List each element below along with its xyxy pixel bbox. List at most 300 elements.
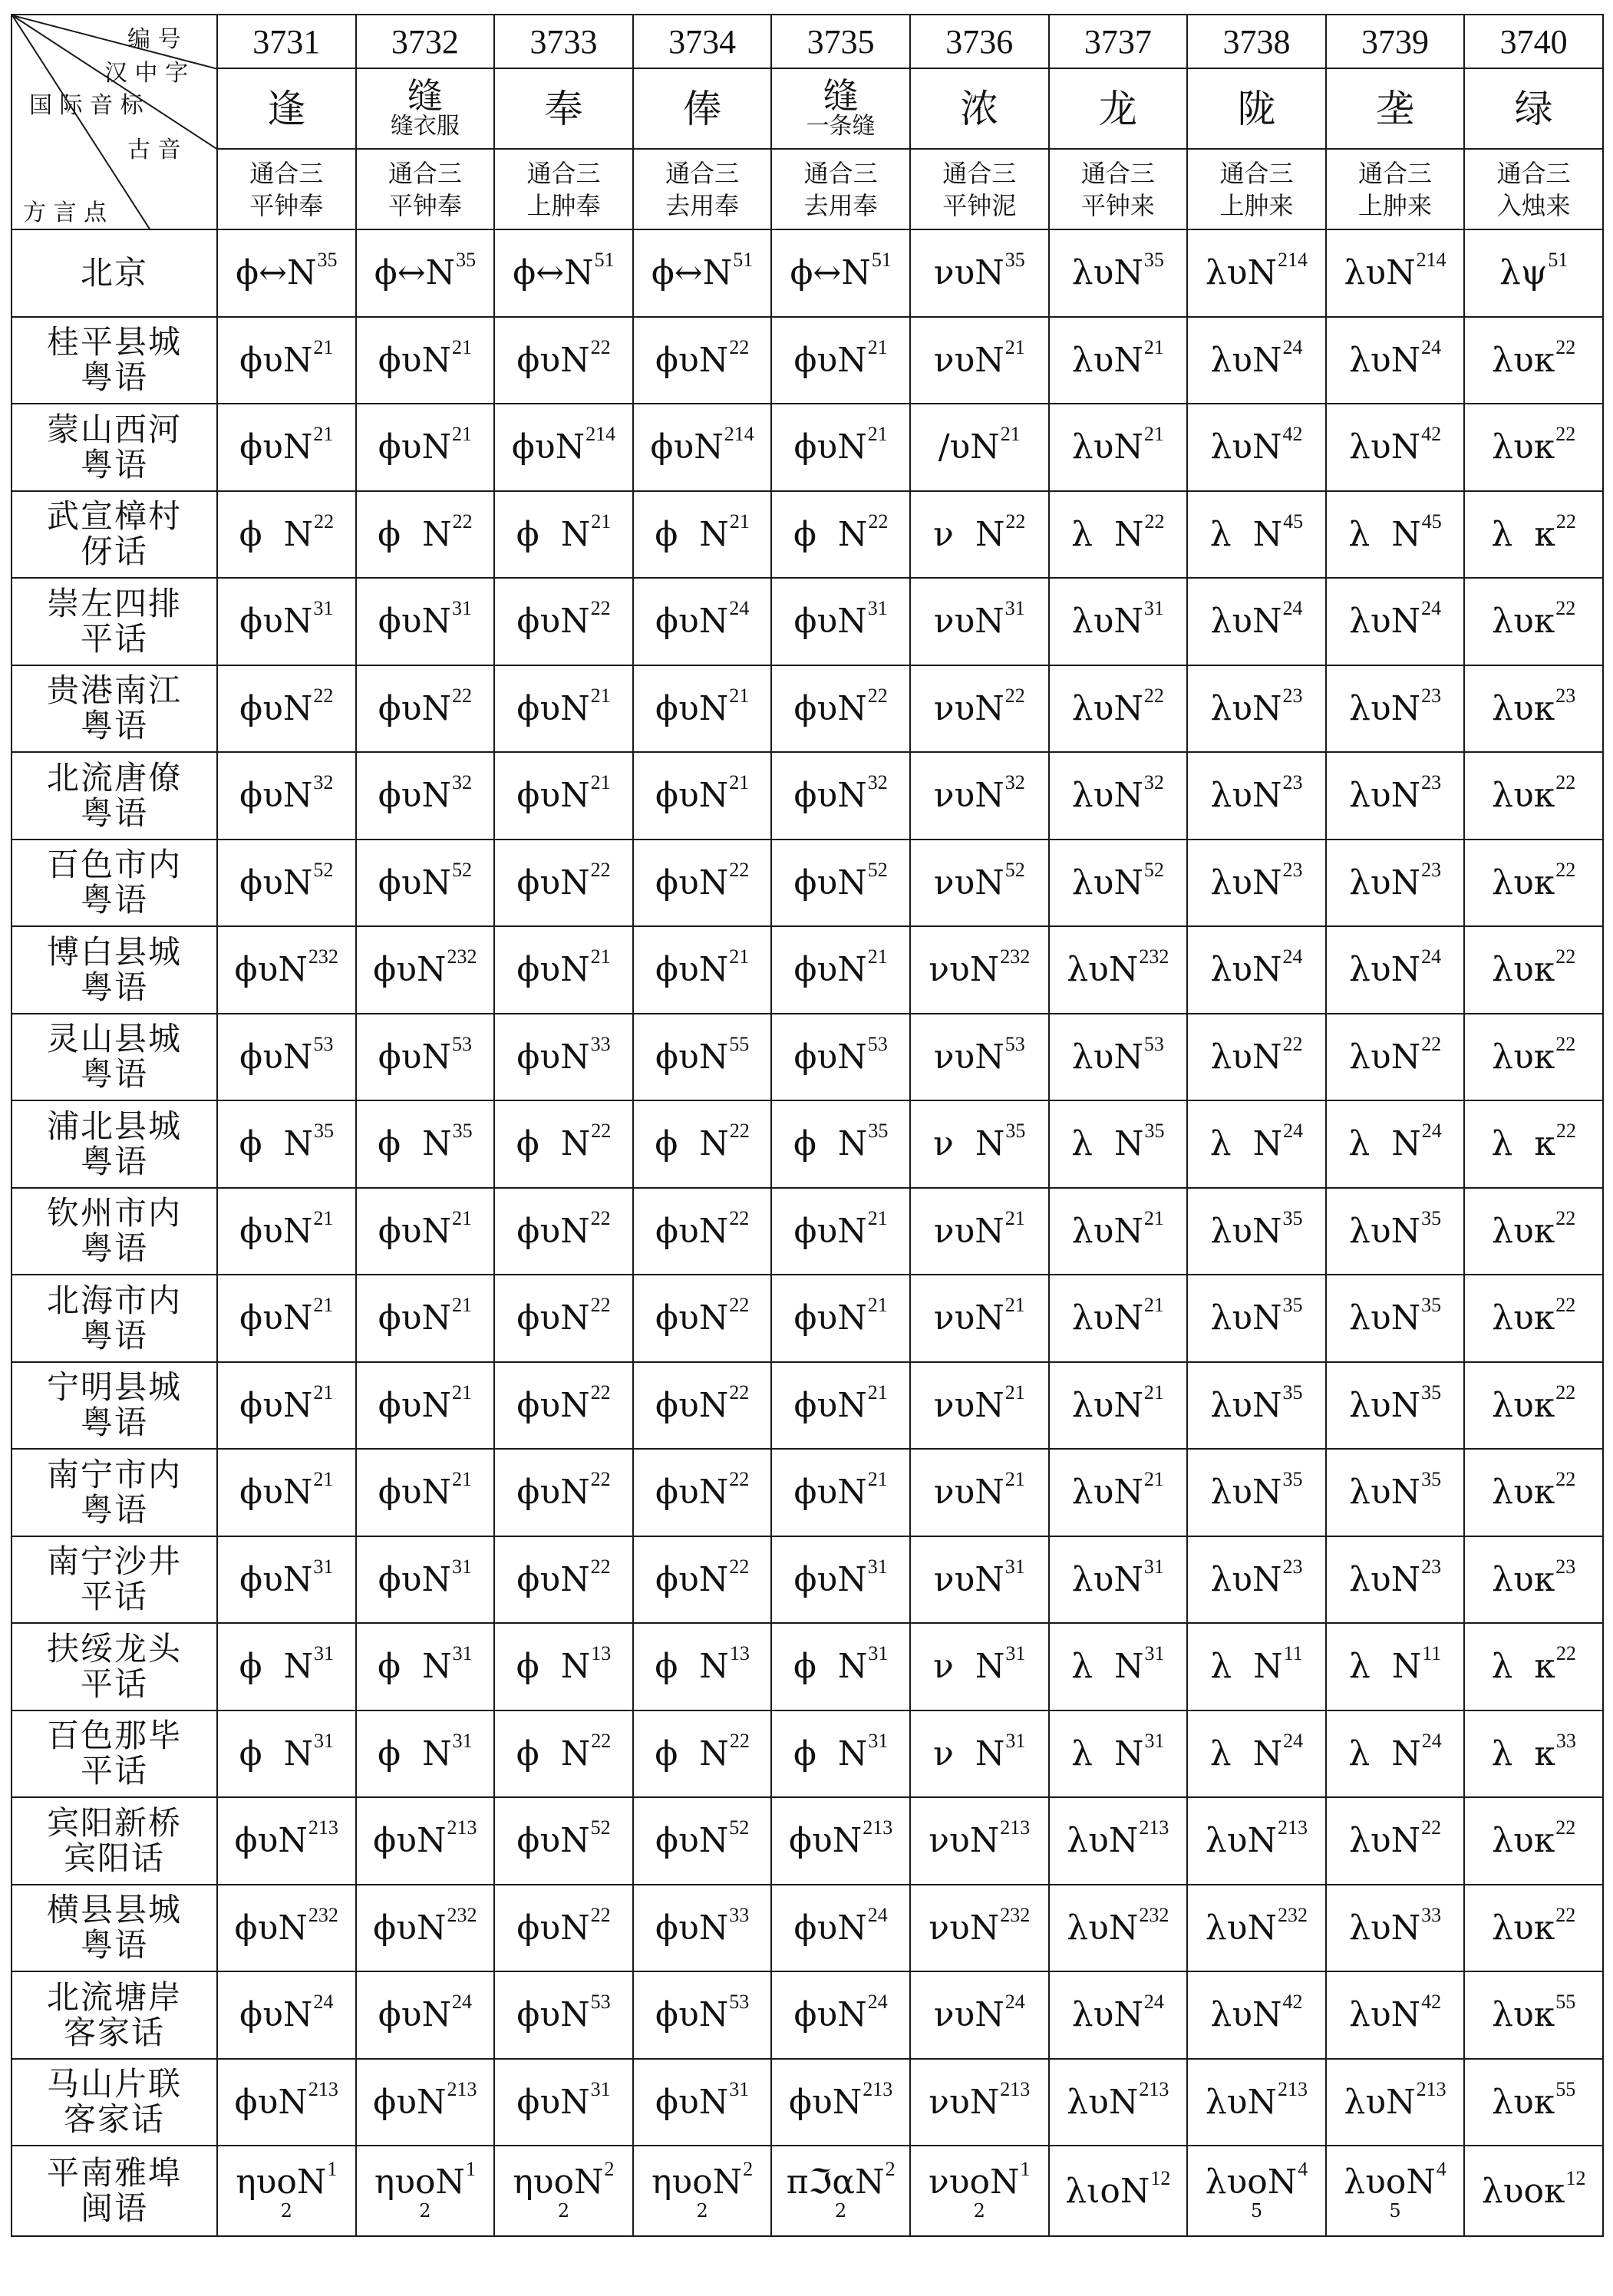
column-middle-chinese-cell: [771, 149, 910, 229]
pronunciation-cell: [356, 1014, 495, 1101]
tone-value: 213: [308, 1816, 338, 1839]
ipa-segment: λυN: [1205, 1821, 1278, 1861]
ipa-segment: ϕυN: [516, 1559, 590, 1599]
pronunciation-cell: [633, 2146, 772, 2236]
dialect-location-name: 浦北县城: [46, 1107, 182, 1145]
ipa-transcription: [793, 335, 888, 380]
pronunciation-cell: [633, 1188, 772, 1275]
pronunciation-cell: [356, 1449, 495, 1536]
tone-value: 1: [1020, 2157, 1031, 2180]
tone-value: 22: [590, 1381, 611, 1404]
tone-value: 51: [594, 249, 615, 272]
pronunciation-cell: [1049, 926, 1188, 1014]
tone-value: 232: [308, 1903, 338, 1926]
tone-value: 35: [1143, 249, 1164, 272]
ipa-segment: ϕ N: [655, 1124, 729, 1164]
ipa-segment: λυN: [1071, 340, 1143, 380]
ipa-transcription: [933, 1294, 1025, 1338]
ipa-transcription: [374, 2157, 476, 2202]
header-row-numbers: [12, 15, 1603, 68]
ipa-segment: ϕ N: [516, 1124, 591, 1164]
ipa-segment: λ N: [1348, 1647, 1422, 1687]
tone-value: 21: [1143, 335, 1164, 358]
pronunciation-cell: [771, 229, 910, 317]
ipa-transcription: [655, 1468, 750, 1513]
pronunciation-cell: [1187, 2059, 1326, 2146]
ipa-transcription: [655, 684, 750, 728]
middle-chinese-category: 通合三: [526, 158, 601, 188]
tone-value: 232: [1278, 1903, 1308, 1926]
ipa-transcription: [929, 2077, 1031, 2122]
table-row: [12, 404, 1603, 491]
tone-subscript: 2: [280, 2199, 292, 2222]
ipa-transcription: [655, 1816, 750, 1861]
ipa-segment: λυN: [1071, 1995, 1143, 2035]
table-row: [12, 1014, 1603, 1101]
ipa-transcription: [933, 1032, 1025, 1077]
ipa-transcription: [1492, 858, 1576, 902]
pronunciation-cell: [633, 926, 772, 1014]
tone-value: 21: [1143, 1206, 1164, 1229]
pronunciation-cell: [217, 317, 356, 404]
tone-value: 232: [1139, 945, 1169, 968]
ipa-segment: λυN: [1205, 1908, 1278, 1948]
ipa-transcription: [933, 858, 1025, 902]
tone-value: 24: [729, 597, 750, 620]
pronunciation-cell: [1187, 1885, 1326, 1972]
pronunciation-cell: [633, 1971, 772, 2059]
ipa-transcription: [378, 1555, 473, 1599]
dialect-location-cell: [12, 1885, 217, 1972]
ipa-segment: ϕ↔N: [236, 253, 317, 293]
ipa-transcription: [1071, 1381, 1164, 1425]
dialect-variety-name: 粤语: [80, 707, 148, 745]
ipa-transcription: [1492, 2077, 1576, 2122]
pronunciation-cell: [1049, 1710, 1188, 1798]
pronunciation-cell: [494, 229, 633, 317]
dialect-location-cell: [12, 1275, 217, 1362]
ipa-transcription: [1492, 423, 1576, 467]
column-character: 垄: [1376, 86, 1415, 131]
pronunciation-cell: [494, 926, 633, 1014]
pronunciation-cell: [633, 317, 772, 404]
ipa-segment: πℑαN: [786, 2162, 885, 2202]
ipa-transcription: [1210, 1032, 1303, 1077]
header-row-middle-chinese: [12, 149, 1603, 229]
column-number: 3737: [1084, 22, 1152, 61]
pronunciation-cell: [633, 1275, 772, 1362]
ipa-transcription: [516, 945, 611, 990]
ipa-segment: ϕυN: [239, 1385, 313, 1425]
ipa-transcription: [793, 1120, 889, 1164]
pronunciation-cell: [633, 1797, 772, 1885]
ipa-transcription: [516, 1642, 612, 1687]
pronunciation-cell: [633, 1885, 772, 1972]
tone-value: 22: [729, 1206, 750, 1229]
pronunciation-cell: [1049, 1971, 1188, 2059]
pronunciation-cell: [1187, 1100, 1326, 1188]
column-middle-chinese-cell: [356, 149, 495, 229]
column-character-cell: [1187, 68, 1326, 149]
ipa-segment: ϕυN: [655, 602, 729, 642]
tone-value: 22: [590, 1555, 611, 1578]
dialect-location-cell: [12, 1710, 217, 1798]
tone-value: 1: [327, 2157, 338, 2180]
column-number-cell: [494, 15, 633, 68]
ipa-segment: λυN: [1210, 340, 1282, 380]
tone-value: 53: [452, 1032, 473, 1055]
tone-value: 24: [1282, 335, 1303, 358]
ipa-segment: λυN: [1210, 1298, 1282, 1338]
ipa-transcription: [236, 249, 338, 293]
table-row: [12, 578, 1603, 665]
ipa-transcription: [1348, 771, 1442, 816]
tone-value: 45: [1283, 510, 1304, 533]
pronunciation-cell: [1464, 491, 1603, 579]
ipa-segment: ϕυN: [793, 427, 867, 467]
middle-chinese-tone-initial: 平钟奉: [388, 190, 462, 220]
ipa-segment: ϕυN: [516, 340, 590, 380]
tone-value: 31: [1144, 1729, 1165, 1752]
tone-value: 31: [729, 2077, 750, 2100]
ipa-segment: λ κ: [1491, 1124, 1555, 1164]
tone-value: 51: [733, 249, 754, 272]
dialect-location-cell: [12, 1362, 217, 1450]
tone-value: 21: [1143, 1381, 1164, 1404]
pronunciation-cell: [1049, 1188, 1188, 1275]
ipa-transcription: [1492, 1816, 1576, 1861]
ipa-segment: νυN: [929, 950, 1000, 990]
ipa-transcription: [1209, 510, 1304, 554]
dialect-location-cell: [12, 1623, 217, 1710]
tone-value: 2: [885, 2157, 896, 2180]
ipa-segment: ϕυN: [789, 1821, 863, 1861]
pronunciation-cell: [1049, 1275, 1188, 1362]
pronunciation-cell: [1326, 1188, 1465, 1275]
tone-value: 232: [447, 945, 477, 968]
pronunciation-cell: [1187, 229, 1326, 317]
ipa-transcription: [1348, 335, 1442, 380]
tone-value: 22: [1421, 1032, 1442, 1055]
pronunciation-cell: [1187, 1971, 1326, 2059]
tone-value: 214: [1278, 249, 1308, 272]
ipa-transcription: [239, 335, 334, 380]
tone-value: 1: [465, 2157, 476, 2180]
ipa-transcription: [793, 684, 888, 728]
ipa-segment: λυN: [1071, 1298, 1143, 1338]
ipa-segment: ϕυN: [378, 1473, 452, 1513]
table-row: [12, 491, 1603, 579]
pronunciation-cell: [1464, 1188, 1603, 1275]
ipa-segment: ϕυN: [378, 1385, 452, 1425]
column-character: 奉: [544, 86, 583, 131]
tone-value: 22: [868, 510, 889, 533]
ipa-segment: λυN: [1071, 1037, 1143, 1077]
tone-value: 22: [1555, 1468, 1576, 1491]
ipa-transcription: [1210, 771, 1303, 816]
dialect-variety-name: 客家话: [63, 2013, 165, 2051]
tone-value: 31: [868, 1729, 889, 1752]
ipa-transcription: [793, 1032, 888, 1077]
tone-value: 22: [729, 1120, 750, 1143]
tone-value: 31: [452, 1555, 473, 1578]
ipa-transcription: [378, 1381, 473, 1425]
dialect-location-cell: [12, 926, 217, 1014]
ipa-segment: ϕυN: [516, 688, 590, 728]
pronunciation-cell: [1464, 752, 1603, 840]
tone-value: 35: [1144, 1120, 1165, 1143]
pronunciation-cell: [910, 2146, 1049, 2236]
tone-value: 22: [1555, 1206, 1576, 1229]
ipa-segment: νυN: [929, 1821, 1000, 1861]
tone-value: 21: [867, 335, 888, 358]
pronunciation-cell: [1464, 229, 1603, 317]
ipa-segment: λυοκ: [1481, 2171, 1565, 2211]
pronunciation-cell: [1326, 1100, 1465, 1188]
ipa-transcription: [933, 684, 1025, 728]
middle-chinese-category: 通合三: [1080, 158, 1155, 188]
tone-value: 12: [1150, 2166, 1171, 2189]
pronunciation-cell: [1464, 665, 1603, 753]
pronunciation-cell: [633, 1362, 772, 1450]
column-number: 3738: [1222, 22, 1291, 61]
ipa-segment: λ κ: [1491, 1734, 1555, 1773]
tone-value: 213: [447, 2077, 477, 2100]
tone-value: 32: [1004, 771, 1025, 794]
ipa-segment: ϕυN: [793, 776, 867, 816]
ipa-transcription: [513, 249, 615, 293]
pronunciation-cell: [910, 1275, 1049, 1362]
pronunciation-cell: [494, 1014, 633, 1101]
ipa-segment: λυN: [1210, 950, 1282, 990]
ipa-segment: ϕυN: [378, 1995, 452, 2035]
ipa-transcription: [516, 1729, 612, 1773]
tone-value: 21: [452, 335, 473, 358]
ipa-transcription: [516, 1120, 612, 1164]
ipa-segment: λυκ: [1492, 1037, 1555, 1077]
ipa-transcription: [1348, 510, 1442, 554]
dialect-variety-name: 粤语: [80, 1316, 148, 1354]
tone-value: 22: [729, 1381, 750, 1404]
dialect-location-name: 宾阳新桥: [46, 1803, 182, 1842]
ipa-transcription: [516, 1468, 611, 1513]
ipa-segment: ϕυN: [239, 602, 313, 642]
pronunciation-cell: [1464, 2146, 1603, 2236]
ipa-transcription: [1492, 1381, 1576, 1425]
ipa-segment: λυN: [1348, 1037, 1421, 1077]
ipa-segment: λυκ: [1492, 1821, 1555, 1861]
pronunciation-cell: [217, 1014, 356, 1101]
ipa-segment: λυN: [1071, 688, 1143, 728]
ipa-segment: λυN: [1210, 427, 1282, 467]
ipa-transcription: [373, 1816, 477, 1861]
pronunciation-cell: [910, 926, 1049, 1014]
tone-value: 11: [1422, 1642, 1442, 1665]
ipa-transcription: [1491, 1729, 1576, 1773]
tone-value: 22: [1555, 1381, 1576, 1404]
ipa-transcription: [1491, 1642, 1576, 1687]
middle-chinese-tone-initial: 上肿来: [1358, 190, 1433, 220]
ipa-transcription: [1348, 684, 1442, 728]
ipa-segment: λυN: [1348, 1473, 1421, 1513]
pronunciation-cell: [910, 1710, 1049, 1798]
tone-value: 21: [590, 771, 611, 794]
ipa-transcription: [1205, 2077, 1308, 2122]
pronunciation-cell: [217, 1362, 356, 1450]
tone-value: 23: [1282, 1555, 1303, 1578]
ipa-segment: ϕ N: [655, 1647, 729, 1687]
table-body: [12, 229, 1603, 2236]
tone-value: 32: [452, 771, 473, 794]
tone-value: 31: [1143, 597, 1164, 620]
dialect-location-name: 宁明县城: [46, 1368, 182, 1407]
ipa-transcription: [1071, 1555, 1164, 1599]
ipa-transcription: [1481, 2166, 1586, 2211]
tone-value: 21: [313, 1381, 334, 1404]
column-character-gloss: 缝衣服: [390, 112, 460, 140]
ipa-segment: ϕυN: [655, 1037, 729, 1077]
pronunciation-cell: [217, 1188, 356, 1275]
pronunciation-cell: [771, 578, 910, 665]
tone-value: 53: [867, 1032, 888, 1055]
ipa-segment: ϕυN: [516, 1995, 590, 2035]
tone-subscript: 5: [1389, 2199, 1401, 2222]
ipa-segment: ϕυN: [793, 1908, 867, 1948]
tone-value: 24: [1283, 1729, 1304, 1752]
header-corner-cell: [12, 15, 217, 229]
tone-value: 22: [591, 1120, 612, 1143]
ipa-transcription: [239, 1729, 335, 1773]
tone-value: 53: [1004, 1032, 1025, 1055]
dialect-variety-name: 闽语: [80, 2189, 148, 2227]
pronunciation-cell: [771, 491, 910, 579]
ipa-segment: ν N: [933, 1734, 1005, 1773]
ipa-segment: λ N: [1348, 1734, 1421, 1773]
middle-chinese-tone-initial: 入烛来: [1496, 190, 1571, 220]
ipa-transcription: [234, 1816, 338, 1861]
ipa-segment: νυN: [933, 1385, 1004, 1425]
tone-value: 52: [867, 858, 888, 881]
middle-chinese-category: 通合三: [803, 158, 878, 188]
tone-value: 31: [868, 1642, 889, 1665]
ipa-transcription: [1492, 597, 1576, 642]
tone-value: 213: [1139, 2077, 1169, 2100]
tone-value: 24: [1421, 597, 1442, 620]
ipa-transcription: [1209, 1120, 1304, 1164]
pronunciation-cell: [771, 1100, 910, 1188]
tone-value: 22: [590, 1294, 611, 1317]
column-number-cell: [771, 15, 910, 68]
tone-value: 35: [1282, 1206, 1303, 1229]
tone-value: 21: [867, 1294, 888, 1317]
ipa-segment: ϕυN: [378, 1037, 452, 1077]
ipa-segment: ϕυN: [239, 1559, 313, 1599]
dialect-variety-name: 粤语: [80, 358, 148, 397]
pronunciation-cell: [1326, 1971, 1465, 2059]
middle-chinese-tone-initial: 平钟奉: [249, 190, 324, 220]
dialect-variety-name: 平话: [80, 1578, 148, 1616]
tone-value: 24: [1004, 1991, 1025, 2014]
tone-value: 52: [313, 858, 334, 881]
ipa-transcription: [1348, 1120, 1442, 1164]
dialect-variety-name: 粤语: [80, 1404, 148, 1442]
column-character: 绿: [1514, 86, 1553, 131]
ipa-segment: λυοN: [1205, 2162, 1298, 2202]
pronunciation-cell: [356, 665, 495, 753]
dialect-location-name: 百色那毕: [46, 1717, 182, 1755]
pronunciation-cell: [1464, 926, 1603, 1014]
ipa-segment: λυN: [1205, 2082, 1278, 2122]
tone-value: 21: [1004, 1468, 1025, 1491]
ipa-segment: ϕυN: [234, 2082, 308, 2122]
tone-value: 21: [452, 1381, 473, 1404]
middle-chinese-tone-initial: 平钟泥: [942, 190, 1017, 220]
tone-value: 22: [1555, 945, 1576, 968]
dialect-location-cell: [12, 1449, 217, 1536]
pronunciation-cell: [771, 1188, 910, 1275]
ipa-segment: λυN: [1071, 776, 1143, 816]
pronunciation-cell: [494, 2146, 633, 2236]
ipa-transcription: [655, 771, 750, 816]
pronunciation-cell: [1187, 1362, 1326, 1450]
dialect-location-name: 北流唐僚: [46, 758, 182, 797]
tone-value: 21: [313, 1206, 334, 1229]
ipa-segment: ϕυN: [516, 950, 590, 990]
column-number: 3736: [945, 22, 1014, 61]
tone-value: 53: [590, 1991, 611, 2014]
ipa-segment: λυN: [1348, 1298, 1421, 1338]
column-number-cell: [1187, 15, 1326, 68]
dialect-location-cell: [12, 317, 217, 404]
ipa-transcription: [378, 1991, 473, 2035]
pronunciation-cell: [356, 1100, 495, 1188]
pronunciation-cell: [1464, 1449, 1603, 1536]
pronunciation-cell: [910, 1014, 1049, 1101]
pronunciation-cell: [910, 1797, 1049, 1885]
ipa-transcription: [1210, 1468, 1303, 1513]
ipa-transcription: [1348, 1729, 1442, 1773]
ipa-segment: ηυοN: [651, 2162, 743, 2202]
ipa-transcription: [1210, 597, 1303, 642]
ipa-segment: ϕυN: [516, 1298, 590, 1338]
ipa-segment: λυN: [1071, 1559, 1143, 1599]
tone-value: 23: [1282, 684, 1303, 707]
dialect-location-cell: [12, 229, 217, 317]
tone-value: 21: [729, 684, 750, 707]
pronunciation-cell: [1049, 1536, 1188, 1624]
column-number-cell: [1464, 15, 1603, 68]
ipa-transcription: [933, 771, 1025, 816]
tone-value: 22: [1555, 858, 1576, 881]
ipa-segment: ϕυN: [378, 1211, 452, 1251]
table-row: [12, 317, 1603, 404]
ipa-transcription: [1492, 1206, 1576, 1251]
ipa-segment: ϕυN: [516, 602, 590, 642]
pronunciation-cell: [771, 840, 910, 927]
pronunciation-cell: [771, 317, 910, 404]
pronunciation-cell: [217, 665, 356, 753]
ipa-transcription: [373, 1903, 477, 1948]
column-number-cell: [217, 15, 356, 68]
pronunciation-cell: [217, 1275, 356, 1362]
ipa-segment: ϕυN: [655, 340, 729, 380]
tone-value: 232: [1139, 1903, 1169, 1926]
tone-value: 35: [1282, 1294, 1303, 1317]
ipa-transcription: [793, 1729, 889, 1773]
pronunciation-cell: [1464, 840, 1603, 927]
ipa-transcription: [655, 1729, 750, 1773]
table-row: [12, 1623, 1603, 1710]
